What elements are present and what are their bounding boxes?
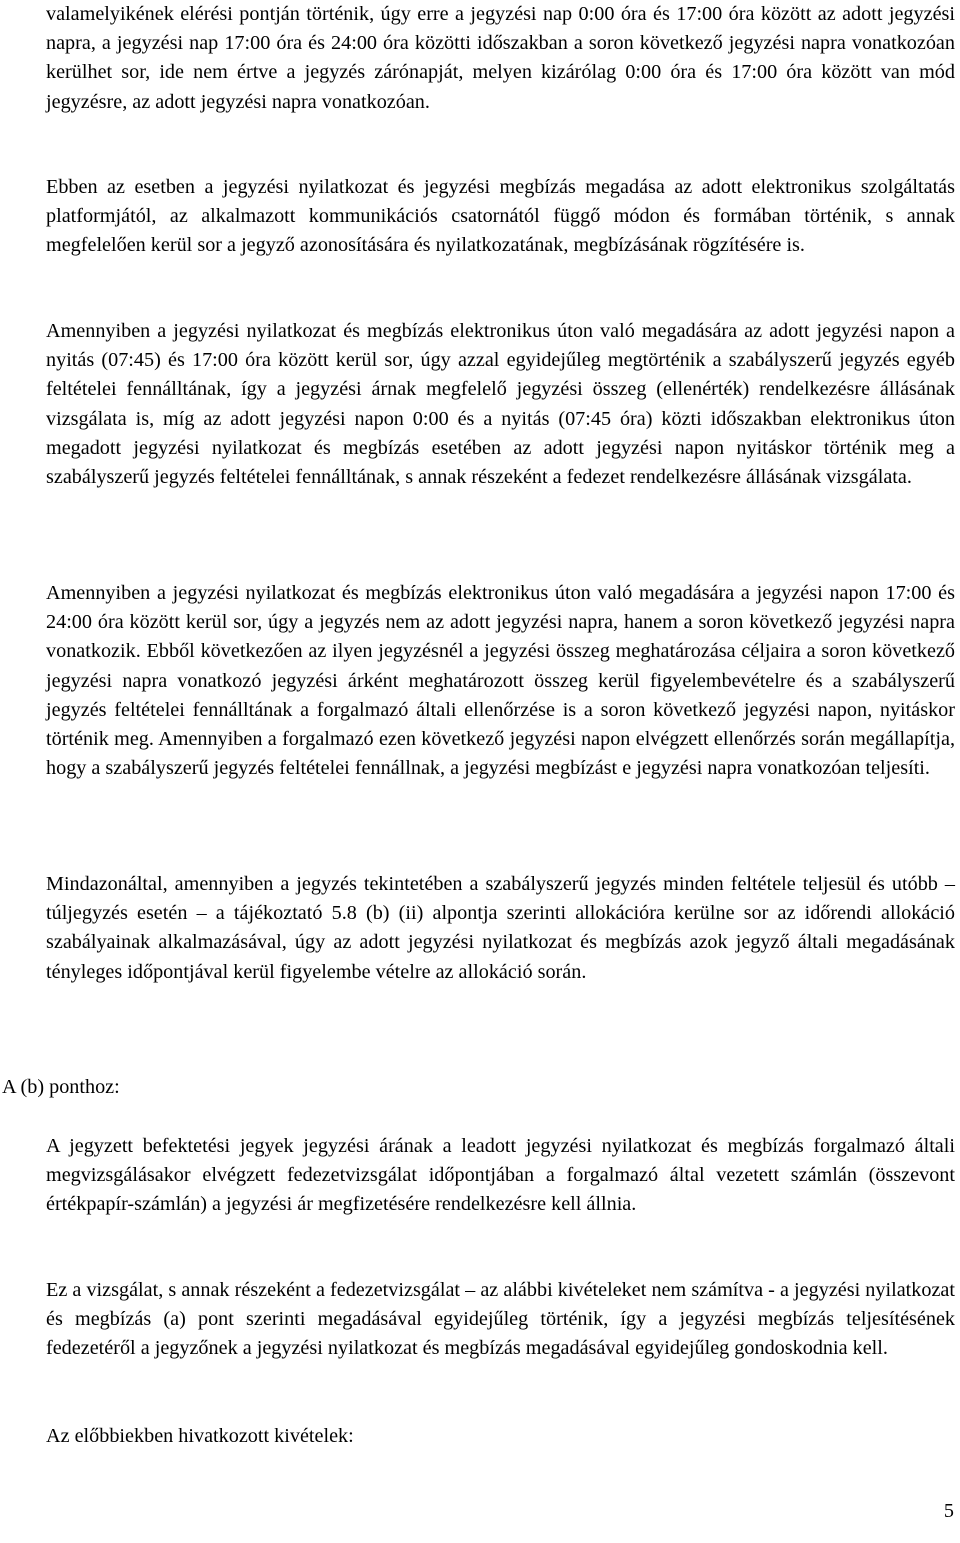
paragraph-opening-hours-check: Amennyiben a jegyzési nyilatkozat és megbízás elektronikus úton való megadására az adott jegyzési napon a nyitás (07:45) és 17:00 óra között kerül sor, úgy azzal egyidejűleg megtörténik a szabályszerű jegyzés egyéb feltételei fennálltának, így a jegyzési árnak megfelelő jegyzési összeg (ellenérték) rendelkezésre állásának vizsgálata is, míg az adott jegyzési napon 0:00 és a nyitás (07:45 óra) közti időszakban elektronikus úton megadott jegyzési nyilatkozat és megbízás esetében az adott jegyzési napon nyitáskor történik meg a szabályszerű jegyzés feltételei fennálltának, s annak részeként a fedezet rendelkezésre állásának vizsgálata.	[46, 320, 955, 489]
paragraph-payment-availability: A jegyzett befektetési jegyek jegyzési árának a leadott jegyzési nyilatkozat és megbízás forgalmazó általi megvizsgálásakor elvégzett fedezetvizsgálat időpontjában a forgalmazó által vezetett számlán (összevont értékpapír-számlán) a jegyzési ár megfizetésére rendelkezésre kell állnia.	[46, 1135, 955, 1216]
page-number: 5	[943, 1500, 954, 1522]
paragraph-allocation: Mindazonáltal, amennyiben a jegyzés tekintetében a szabályszerű jegyzés minden feltétele teljesül és utóbb – túljegyzés esetén – a tájékoztató 5.8 (b) (ii) alpontja szerinti allokációra kerülne sor az időrendi allokáció szabályainak alkalmazásával, úgy az adott jegyzési nyilatkozat és megbízás azok jegyző általi megadásának tényleges időpontjával kerül figyelembe vételre az allokáció során.	[46, 873, 955, 983]
paragraph-timing-continuation: valamelyikének elérési pontján történik, úgy erre a jegyzési nap 0:00 óra és 17:00 óra között az adott jegyzési napra, a jegyzési nap 17:00 óra és 24:00 óra közötti időszakban a soron következő jegyzési napra vonatkozóan kerülhet sor, ide nem értve a jegyzés zárónapját, melyen kizárólag 0:00 óra és 17:00 óra között van mód jegyzésre, az adott jegyzési napra vonatkozóan.	[46, 3, 955, 113]
section-heading-b: A (b) ponthoz:	[2, 1076, 120, 1098]
paragraph-coverage-check: Ez a vizsgálat, s annak részeként a fedezetvizsgálat – az alábbi kivételeket nem számítva - a jegyzési nyilatkozat és megbízás (a) pont szerinti megadásával egyidejűleg történik, így a jegyzési megbízás teljesítésének fedezetéről a jegyzőnek a jegyzési nyilatkozat és megbízás megadásával egyidejűleg gondoskodnia kell.	[46, 1279, 955, 1360]
paragraph-after-hours-subscription: Amennyiben a jegyzési nyilatkozat és megbízás elektronikus úton való megadására a jegyzési napon 17:00 és 24:00 óra között kerül sor, úgy a jegyzés nem az adott jegyzési napra, hanem a soron következő jegyzési napra vonatkozik. Ebből következően az ilyen jegyzésnél a jegyzési összeg meghatározása céljaira a soron következő jegyzési napra vonatkozó jegyzési árként meghatározott összeg kerül figyelembevételre és a szabályszerű jegyzés feltételei fennálltának a forgalmazó általi ellenőrzése is a soron következő jegyzési napon, nyitáskor történik meg. Amennyiben a forgalmazó ezen következő jegyzési napon elvégzett ellenőrzés során megállapítja, hogy a szabályszerű jegyzés feltételei fennállnak, a jegyzési megbízást e jegyzési napra vonatkozóan teljesíti.	[46, 582, 955, 780]
paragraph-exceptions-intro: Az előbbiekben hivatkozott kivételek:	[46, 1425, 354, 1447]
paragraph-electronic-platform: Ebben az esetben a jegyzési nyilatkozat és jegyzési megbízás megadása az adott elektronikus szolgáltatás platformjától, az alkalmazott kommunikációs csatornától függő módon és formában történik, s annak megfelelően kerül sor a jegyző azonosítására és nyilatkozatának, megbízásának rögzítésére is.	[46, 176, 955, 257]
